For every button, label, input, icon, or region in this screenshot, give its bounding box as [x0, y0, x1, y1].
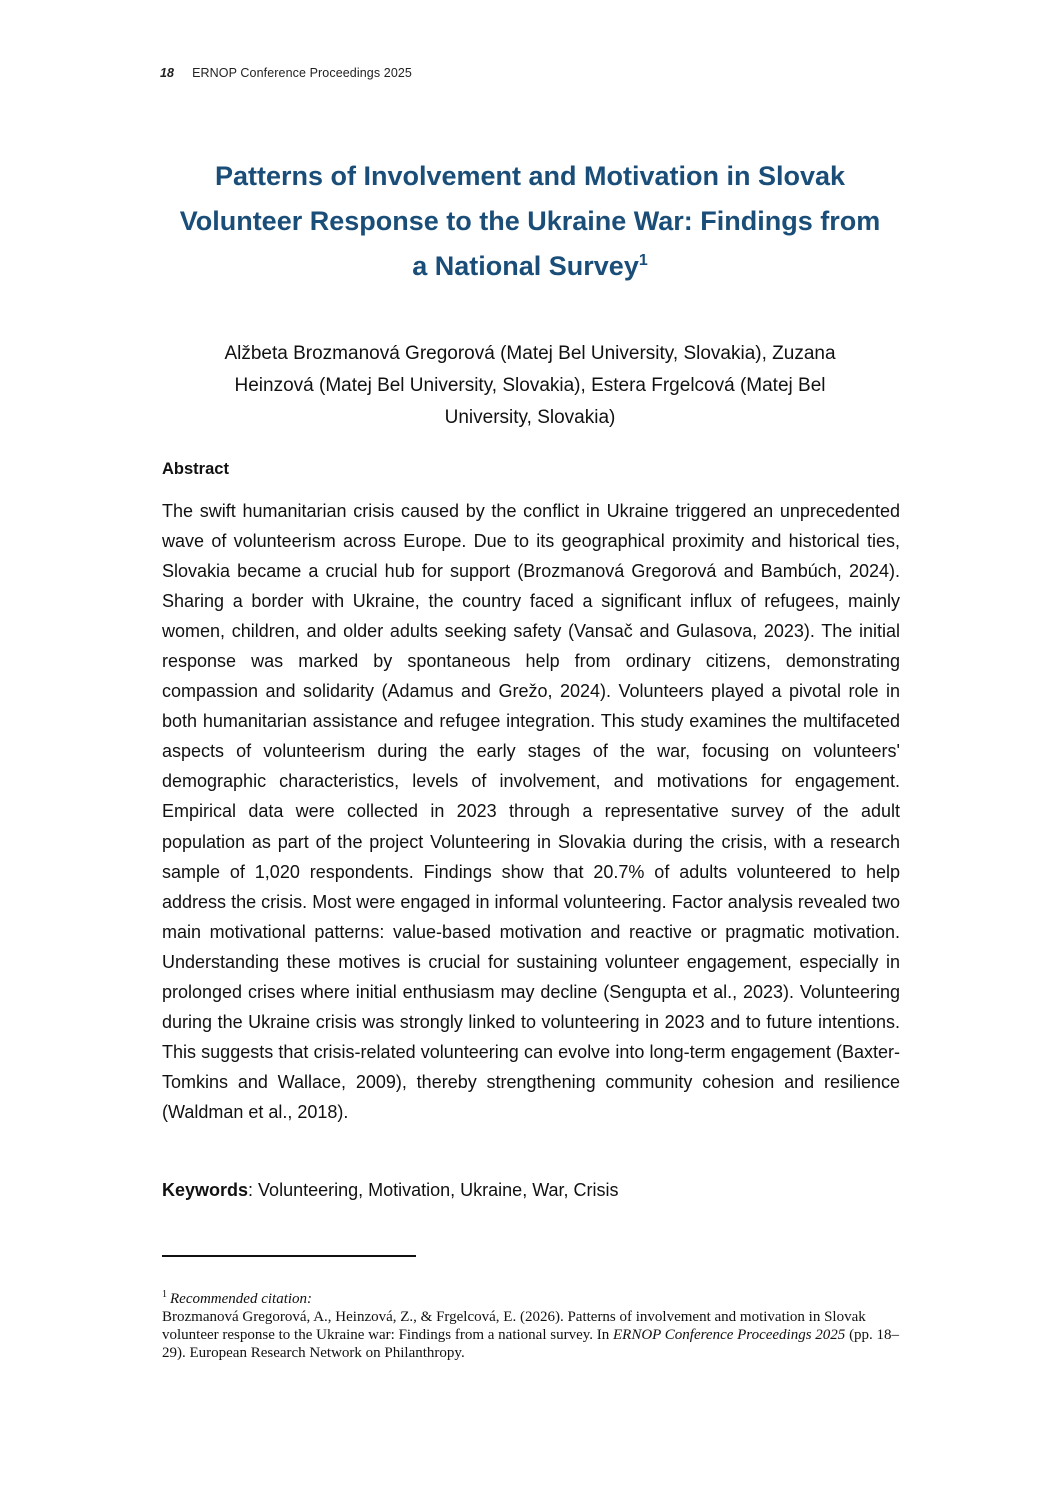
footnote-heading	[162, 1290, 902, 1308]
paper-title	[160, 154, 900, 289]
keywords-separator: :	[248, 1180, 259, 1200]
title-footnote-mark[interactable]: 1	[638, 252, 648, 269]
authors-line-3: University, Slovakia)	[444, 407, 616, 428]
footnote-label: Recommended citation:	[170, 1291, 313, 1307]
footnote-mark: 1	[162, 1289, 167, 1300]
keywords-label: Keywords	[162, 1180, 249, 1200]
abstract-body: The swift humanitarian crisis caused by the conflict in Ukraine triggered an unprecedented wave of volunteerism across Europe. Due to its geographical proximity and historical ties, Slovakia became a crucial hub for support (Brozmanová Gregorová and Bambúch, 2024). Sharing a border with Ukraine, the country faced a significant influx of refugees, mainly women, children, and older adults seeking safety (Vansač and Gulasova, 2023). The initial response was marked by spontaneous help from ordinary citizens, demonstrating compassion and solidarity (Adamus and Grežo, 2024). Volunteers played a pivotal role in both humanitarian assistance and refugee integration. This study examines the multifaceted aspects of volunteerism during the early stages of the war, focusing on volunteers' demographic characteristics, levels of involvement, and motivations for engagement. Empirical data were collected in 2023 through a representative survey of the adult population as part of the project Volunteering in Slovakia during the crisis, with a research sample of 1,020 respondents. Findings show that 20.7% of adults volunteered to help address the crisis. Most were engaged in informal volunteering. Factor analysis revealed two main motivational patterns: value-based motivation and reactive or pragmatic motivation. Understanding these motives is crucial for sustaining volunteer engagement, especially in prolonged crises where initial enthusiasm may decline (Sengupta et al., 2023). Volunteering during the Ukraine crisis was strongly linked to volunteering in 2023 and to future intentions. This suggests that crisis-related volunteering can evolve into long-term engagement (Baxter-Tomkins and Wallace, 2009), thereby strengthening community cohesion and resilience (Waldman et al., 2018).	[162, 501, 900, 1122]
author-list	[160, 338, 900, 434]
keywords-values: Volunteering, Motivation, Ukraine, War, Crisis	[258, 1180, 619, 1200]
footnote-citation: Brozmanová Gregorová, A., Heinzová, Z., & Frgelcová, E. (2026). Patterns of involvement and motivation in Slovak volunteer response to the Ukraine war: Findings from a national survey. In ERNOP Conference Proceedings 2025 (pp. 18–29). European Research Network on Philanthropy.	[162, 1309, 900, 1361]
running-header	[160, 66, 412, 80]
title-line-3: a National Survey$^1$	[412, 251, 648, 281]
footnote-divider	[162, 1255, 416, 1257]
authors-line-2: Heinzová (Matej Bel University, Slovakia), Estera Frgelcová (Matej Bel	[234, 375, 826, 396]
abstract-heading: Abstract	[162, 460, 229, 478]
authors-line-1: Alžbeta Brozmanová Gregorová (Matej Bel University, Slovakia), Zuzana	[224, 343, 836, 364]
keywords	[162, 1180, 619, 1201]
title-line-1: Patterns of Involvement and Motivation in Slovak	[214, 161, 846, 191]
running-title: ERNOP Conference Proceedings 2025	[192, 66, 412, 80]
citation-proceedings-title: ERNOP Conference Proceedings 2025	[613, 1327, 846, 1343]
page-number: 18	[160, 66, 175, 80]
footnote	[162, 1290, 902, 1362]
title-line-2: Volunteer Response to the Ukraine War: Findings from	[179, 206, 881, 236]
